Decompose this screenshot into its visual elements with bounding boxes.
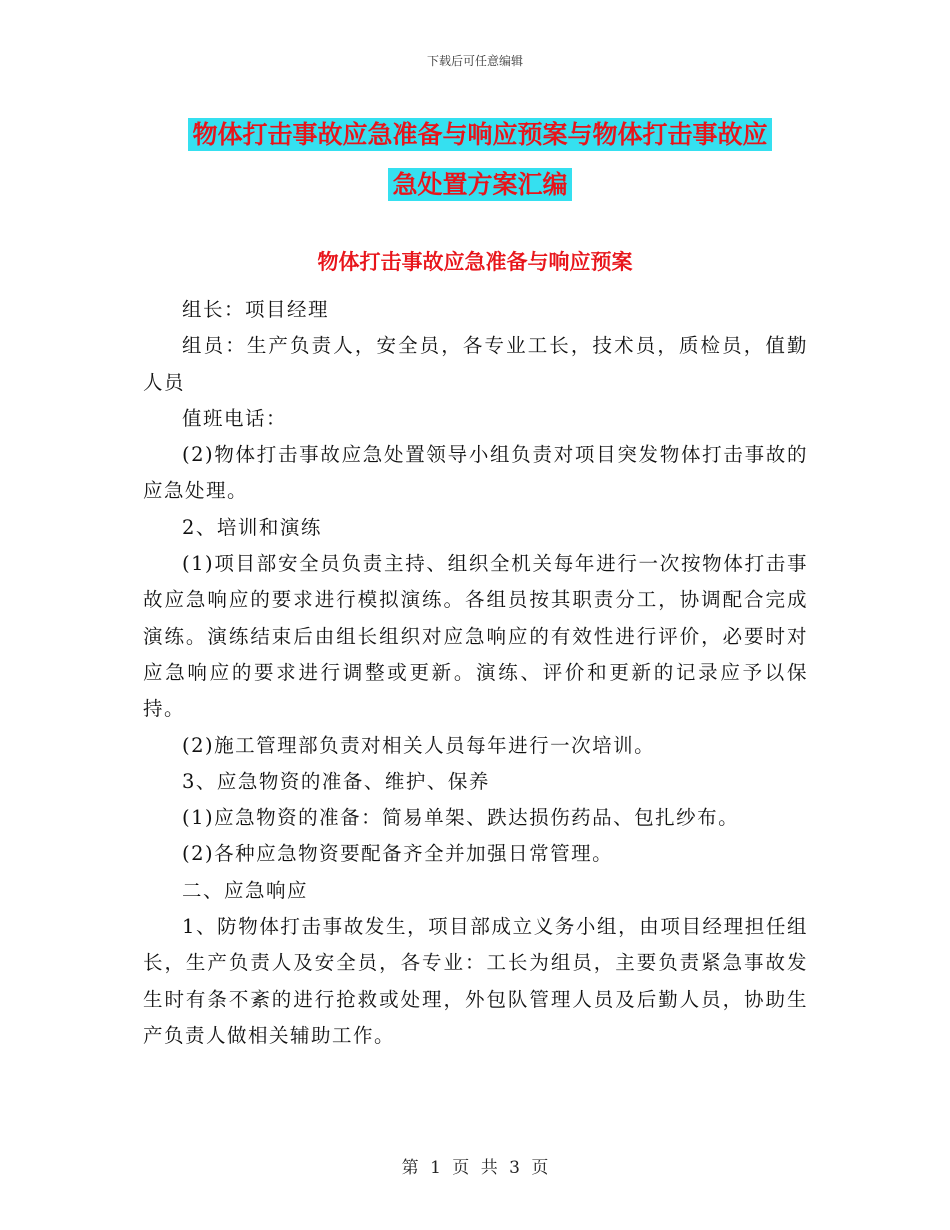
paragraph-drill-organization: (1)项目部安全员负责主持、组织全机关每年进行一次按物体打击事故应急响应的要求进行模拟演练。各组员按其职责分工，协调配合完成演练。演练结束后由组长组织对应急响应的有效性进行评价，必要时对应急响应的要求进行调整或更新。演练、评价和更新的记录应予以保持。	[143, 552, 808, 721]
paragraph-team-members: 组员：生产负责人，安全员，各专业工长，技术员，质检员，值勤人员	[143, 334, 808, 394]
heading-emergency-supplies: 3、应急物资的准备、维护、保养	[182, 769, 490, 793]
paragraph-team-leader: 组长：项目经理	[182, 298, 330, 321]
document-title-line-1: 物体打击事故应急准备与响应预案与物体打击事故应	[188, 118, 771, 151]
paragraph-duty-phone: 值班电话：	[182, 406, 288, 430]
paragraph-supplies-management: (2)各种应急物资要配备齐全并加强日常管理。	[182, 842, 614, 866]
heading-training-drills: 2、培训和演练	[182, 515, 322, 539]
document-body	[143, 292, 808, 1054]
page-header-note: 下载后可任意编辑	[426, 54, 523, 68]
paragraph-leadership-duty: (2)物体打击事故应急处置领导小组负责对项目突发物体打击事故的应急处理。	[143, 443, 808, 503]
document-title-line-2: 急处置方案汇编	[388, 168, 571, 201]
document-title	[140, 110, 820, 210]
paragraph-annual-training: (2)施工管理部负责对相关人员每年进行一次培训。	[182, 733, 656, 757]
heading-emergency-response: 二、应急响应	[182, 878, 309, 902]
page-number-footer: 第 1 页 共 3 页	[401, 1158, 549, 1178]
paragraph-supplies-preparation: (1)应急物资的准备：简易单架、跌达损伤药品、包扎纱布。	[182, 806, 740, 830]
section-title: 物体打击事故应急准备与响应预案	[317, 249, 633, 274]
paragraph-response-team: 1、防物体打击事故发生，项目部成立义务小组，由项目经理担任组长，生产负责人及安全员，各专业：工长为组员，主要负责紧急事故发生时有条不紊的进行抢救或处理，外包队管理人员及后勤人员，协助生产负责人做相关辅助工作。	[143, 915, 808, 1047]
